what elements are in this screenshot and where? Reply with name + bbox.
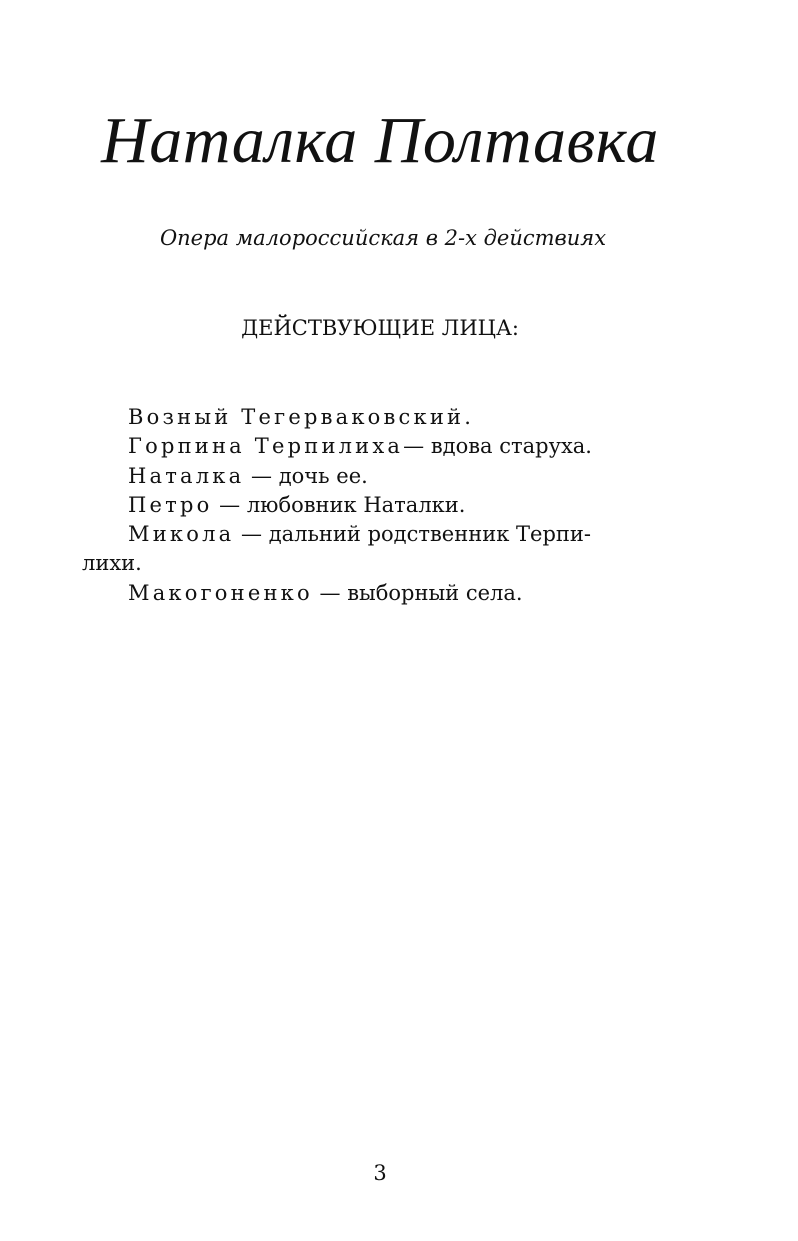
cast-entry <box>82 520 682 549</box>
cast-entry <box>82 403 682 432</box>
page-number: 3 <box>373 1161 387 1185</box>
character-name: Наталка <box>128 463 245 488</box>
character-name: Макогоненко <box>128 580 313 605</box>
book-subtitle: Опера малороссийская в 2-х действиях <box>159 226 607 250</box>
dash: — <box>244 463 273 488</box>
character-name: Горпина Терпилиха <box>128 434 404 459</box>
cast-heading: ДЕЙСТВУЮЩИЕ ЛИЦА: <box>241 316 519 340</box>
cast-entry <box>82 491 682 520</box>
character-description: выборный села. <box>340 580 523 605</box>
character-description: дочь ее. <box>272 463 368 488</box>
character-description: любовник Наталки. <box>240 492 466 517</box>
character-description: дальний родственник Терпи- <box>262 522 591 547</box>
dash: — <box>212 492 241 517</box>
book-title: Наталка Полтавка <box>101 104 659 177</box>
entry-end: . <box>464 405 471 429</box>
cast-entry <box>82 579 682 608</box>
dash: — <box>234 522 263 547</box>
character-description: вдова старуха. <box>424 434 592 459</box>
cast-entry-continuation: лихи. <box>82 551 142 576</box>
dash: — <box>312 580 341 605</box>
cast-entry <box>82 462 682 491</box>
cast-list <box>82 403 682 608</box>
dash: — <box>403 434 425 459</box>
character-name: Петро <box>128 492 213 517</box>
cast-entry <box>82 432 682 461</box>
character-name: Возный Тегерваковский <box>128 405 465 429</box>
character-name: Микола <box>128 522 235 547</box>
